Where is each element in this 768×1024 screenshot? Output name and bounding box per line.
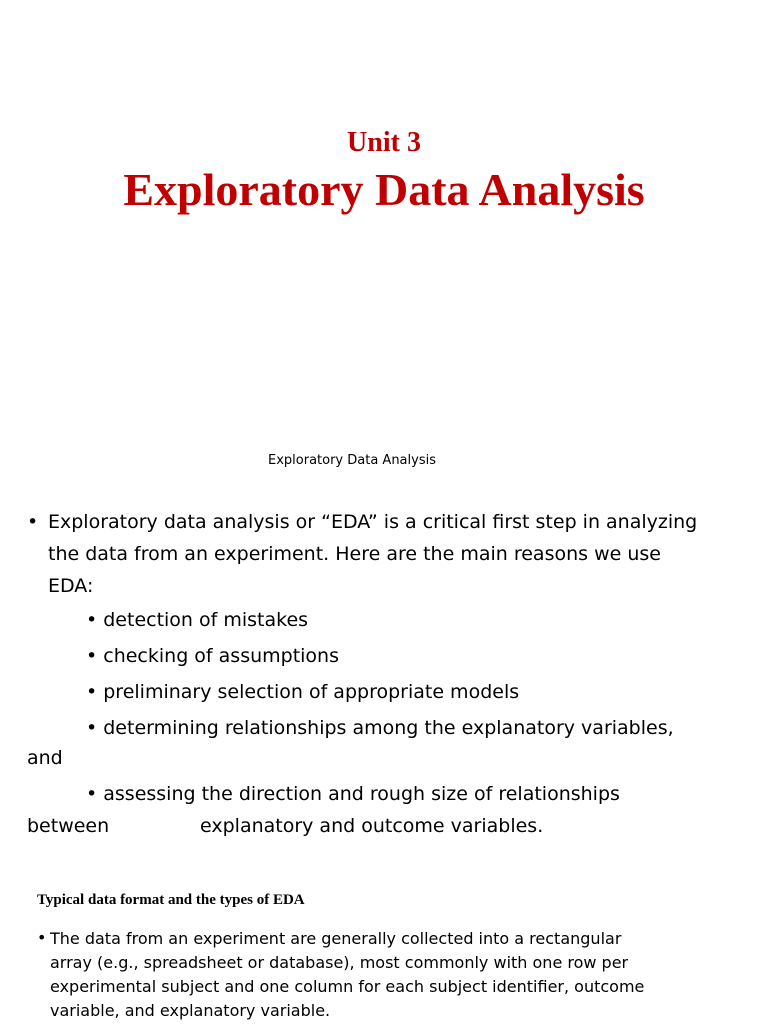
- reason-item: • checking of assumptions: [86, 645, 339, 667]
- wrap-text-between: between: [27, 815, 110, 837]
- reason-item: • assessing the direction and rough size of relationships: [86, 783, 620, 805]
- body-line-2: array (e.g., spreadsheet or database), most commonly with one row per: [50, 953, 629, 972]
- intro-line-3: EDA:: [48, 575, 94, 597]
- reason-item: • preliminary selection of appropriate models: [86, 681, 520, 703]
- intro-line-2: the data from an experiment. Here are the main reasons we use: [48, 543, 661, 565]
- wrap-text-and: and: [27, 747, 63, 769]
- main-title: Exploratory Data Analysis: [123, 164, 645, 215]
- unit-label: Unit 3: [347, 127, 421, 158]
- bullet-icon: •: [37, 928, 47, 947]
- intro-line-1: Exploratory data analysis or “EDA” is a critical first step in analyzing: [48, 511, 698, 533]
- section-heading: Typical data format and the types of EDA: [37, 892, 305, 908]
- body-line-1: The data from an experiment are generally collected into a rectangular: [50, 929, 622, 948]
- bullet-icon: •: [27, 511, 39, 533]
- reason-item: • detection of mistakes: [86, 609, 309, 631]
- body-line-3: experimental subject and one column for each subject identifier, outcome: [50, 977, 645, 996]
- body-line-4: variable, and explanatory variable.: [50, 1001, 331, 1020]
- section-heading: Exploratory Data Analysis: [268, 453, 436, 468]
- reason-item: • determining relationships among the explanatory variables,: [86, 717, 674, 739]
- wrap-text-tail: explanatory and outcome variables.: [200, 815, 544, 837]
